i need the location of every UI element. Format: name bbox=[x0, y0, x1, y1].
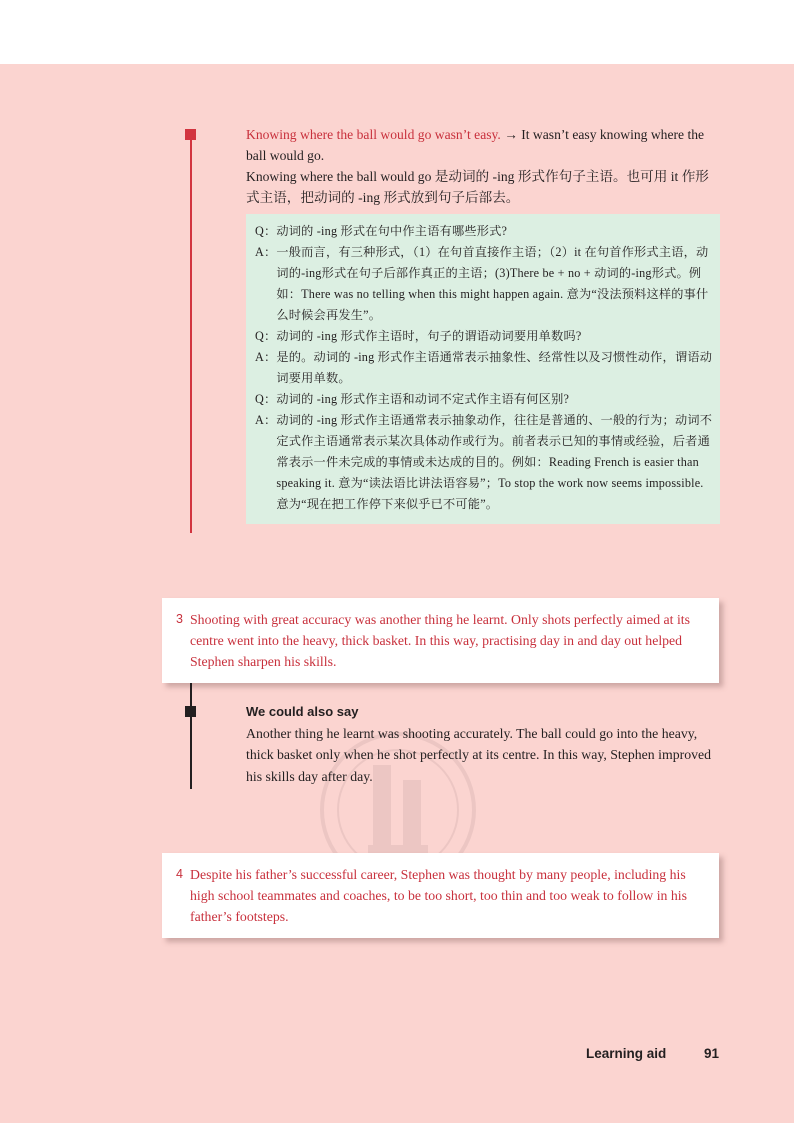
example-text: Despite his father’s successful career, Stephen was thought by many people, including his high school teammates and coaches, to be too short, too thin and too weak to follow in his father’s footsteps. bbox=[190, 867, 687, 924]
footer-section-title: Learning aid bbox=[586, 1046, 667, 1061]
example-box-3 bbox=[162, 598, 719, 683]
qa-item bbox=[255, 242, 714, 326]
qa-item bbox=[255, 221, 714, 242]
example-row bbox=[176, 609, 697, 672]
qa-text: 动词的 -ing 形式作主语通常表示抽象动作，往往是普通的、一般的行为；动词不定式作主语通常表示某次具体动作或行为。前者表示已知的事情或经验，后者通常表示一件未完成的事情或未达成的目的。例如：Reading French is easier than speaking it. 意为“读法语比讲法语容易”；To stop the work now seems impossible. 意为“现在把工作停下来似乎已不可能”。 bbox=[276, 413, 713, 511]
qa-tag: A： bbox=[255, 245, 277, 259]
note-text: Another thing he learnt was shooting accurately. The ball could go into the heavy, thick basket only when he shot perfectly at its centre. In this way, Stephen improved his skills day after day. bbox=[246, 725, 712, 784]
qa-item bbox=[255, 389, 714, 410]
example-sentence: Knowing where the ball would go wasn’t easy. bbox=[246, 127, 501, 142]
note-heading: We could also say bbox=[246, 704, 359, 719]
note-explanation: Knowing where the ball would go 是动词的 -ing 形式作句子主语。也可用 it 作形式主语，把动词的 -ing 形式放到句子后部去。 bbox=[246, 169, 709, 205]
note-line bbox=[190, 683, 192, 789]
qa-text: 是的。动词的 -ing 形式作主语通常表示抽象性、经常性以及习惯性动作，谓语动词要用单数。 bbox=[276, 350, 713, 385]
note-marker-icon bbox=[185, 706, 196, 717]
qa-text: 动词的 -ing 形式在句中作主语有哪些形式? bbox=[276, 224, 508, 238]
qa-text: 一般而言，有三种形式，（1）在句首直接作主语；（2）it 在句首作形式主语，动词的-ing形式在句子后部作真正的主语；(3)There be + no + 动词的-ing形式。例如：There was no telling when this might happen again. 意为“没法预料这样的事什么时候会再发生”。 bbox=[276, 245, 709, 322]
note-marker-icon bbox=[185, 129, 196, 140]
qa-tag: Q： bbox=[255, 392, 277, 406]
qa-tag: A： bbox=[255, 413, 277, 427]
qa-box bbox=[246, 214, 720, 524]
qa-tag: Q： bbox=[255, 329, 277, 343]
learning-note-2 bbox=[246, 701, 722, 787]
example-text: Shooting with great accuracy was another thing he learnt. Only shots perfectly aimed at its centre went into the heavy, thick basket. In this way, practising day in and day out helped Stephen sharpen his skills. bbox=[190, 612, 690, 669]
example-number: 4 bbox=[176, 867, 183, 881]
qa-tag: A： bbox=[255, 350, 277, 364]
qa-text: 动词的 -ing 形式作主语和动词不定式作主语有何区别? bbox=[276, 392, 570, 406]
qa-tag: Q： bbox=[255, 224, 277, 238]
qa-text: 动词的 -ing 形式作主语时，句子的谓语动词要用单数吗? bbox=[276, 329, 582, 343]
page-number: 91 bbox=[704, 1046, 720, 1061]
note-line bbox=[190, 130, 192, 533]
qa-item bbox=[255, 410, 714, 515]
qa-item bbox=[255, 326, 714, 347]
example-number: 3 bbox=[176, 612, 183, 626]
example-row bbox=[176, 864, 697, 927]
note-example bbox=[246, 124, 722, 166]
qa-item bbox=[255, 347, 714, 389]
learning-note-1 bbox=[246, 124, 722, 208]
arrow: → bbox=[500, 127, 522, 142]
example-box-4 bbox=[162, 853, 719, 938]
rewritten-sentence: It wasn’t easy knowing where the ball would go. bbox=[246, 127, 705, 163]
